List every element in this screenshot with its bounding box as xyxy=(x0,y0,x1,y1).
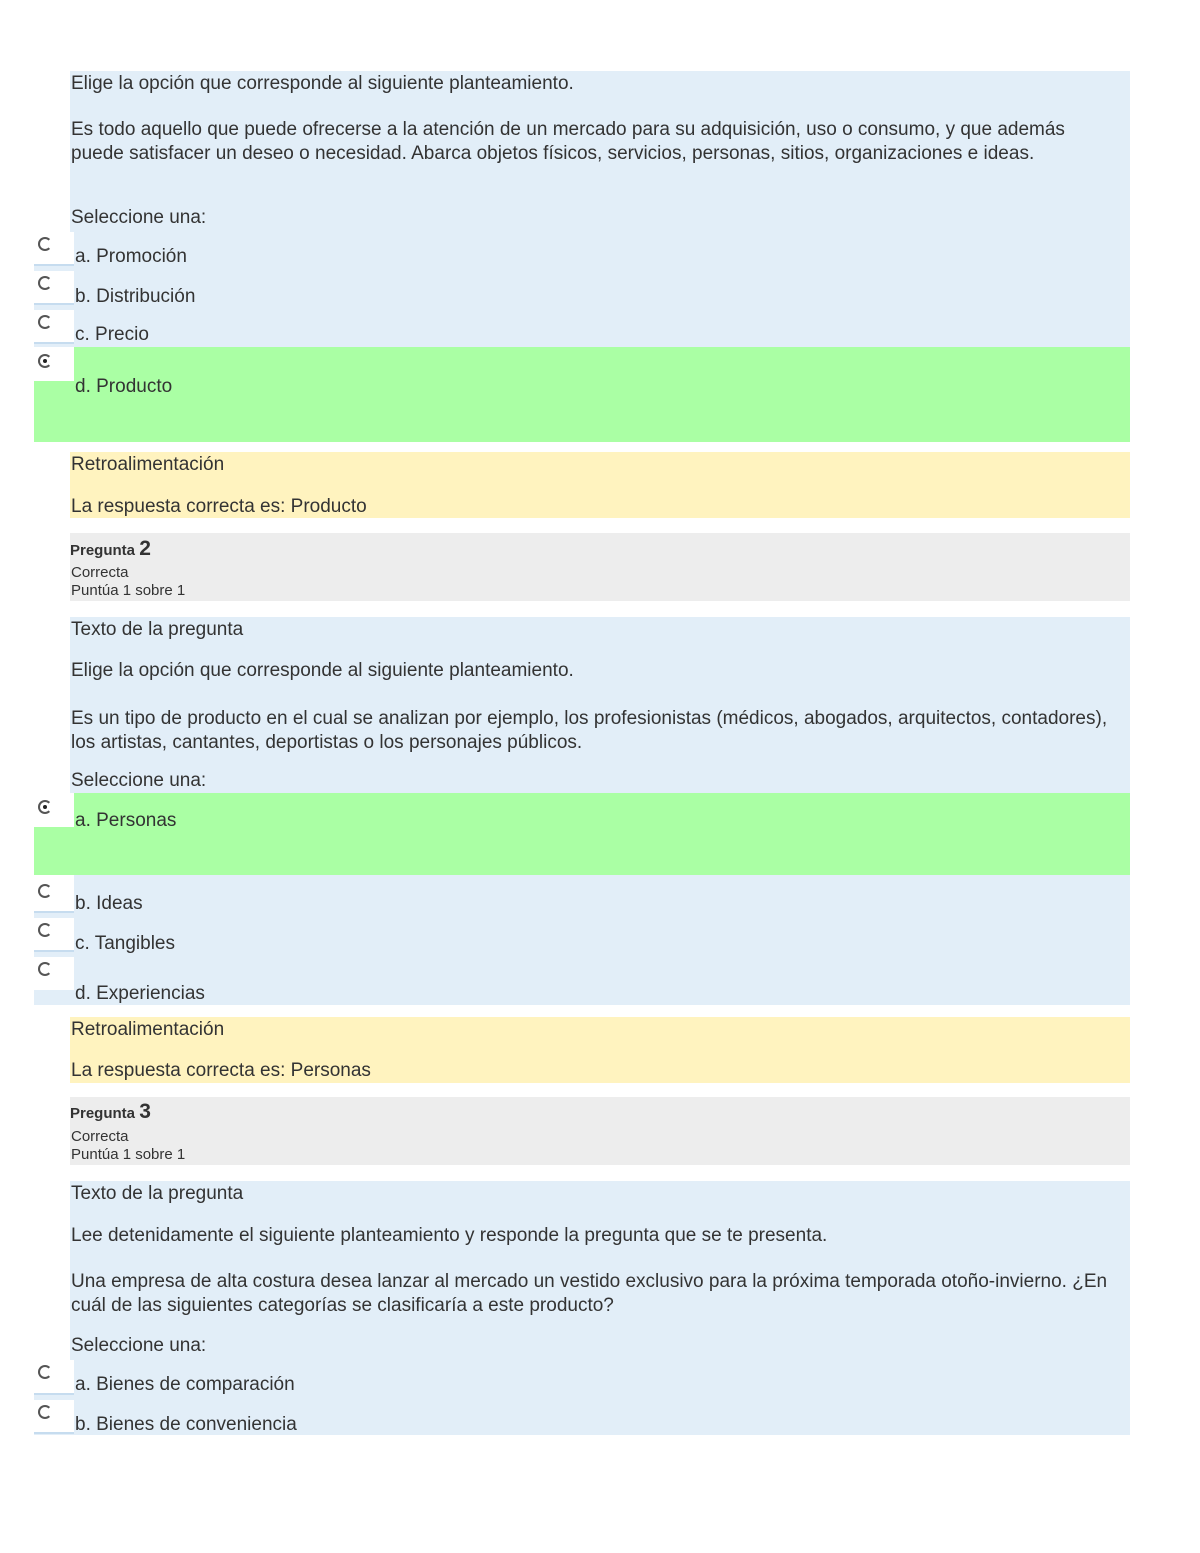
q1-body: Es todo aquello que puede ofrecerse a la atención de un mercado para su adquisición, uso o consumo, y que además puede satisfacer un deseo o necesidad. Abarca objetos físicos, servicios, personas, sitios, organizaciones e ideas. xyxy=(71,119,1065,164)
q1-option-b-label[interactable]: b. Distribución xyxy=(75,286,196,307)
q3-option-a-radio[interactable] xyxy=(38,1365,52,1379)
q3-text-heading: Texto de la pregunta xyxy=(71,1183,244,1204)
q1-option-d-label[interactable]: d. Producto xyxy=(75,376,173,397)
q2-option-a-correct-row xyxy=(34,793,1130,875)
q3-option-b-label[interactable]: b. Bienes de conveniencia xyxy=(75,1414,297,1435)
q2-text-heading: Texto de la pregunta xyxy=(71,619,244,640)
q1-content-panel xyxy=(70,71,1130,347)
q3-option-b-radio[interactable] xyxy=(38,1405,52,1419)
q2-option-c-label[interactable]: c. Tangibles xyxy=(75,933,175,954)
q3-number: 3 xyxy=(139,1100,151,1123)
q2-number: 2 xyxy=(139,537,151,560)
q1-feedback-title: Retroalimentación xyxy=(71,454,225,475)
q1-option-d-radio[interactable] xyxy=(38,354,52,368)
q3-number-heading xyxy=(70,1100,151,1124)
q2-option-d-radio[interactable] xyxy=(38,962,52,976)
q2-option-a-label[interactable]: a. Personas xyxy=(75,810,177,831)
q2-grade: Puntúa 1 sobre 1 xyxy=(71,582,186,599)
q2-option-b-radio[interactable] xyxy=(38,884,52,898)
q2-option-c-radio[interactable] xyxy=(38,923,52,937)
q2-info-box xyxy=(70,533,1130,601)
q2-feedback-text: La respuesta correcta es: Personas xyxy=(71,1060,371,1081)
q2-body: Es un tipo de producto en el cual se analizan por ejemplo, los profesionistas (médicos, abogados, arquitectos, contadores), los artistas, cantantes, deportistas o los personajes públicos. xyxy=(71,708,1108,753)
q2-state: Correcta xyxy=(71,564,129,581)
q1-feedback-text: La respuesta correcta es: Producto xyxy=(71,496,367,517)
q3-info-box xyxy=(70,1097,1130,1165)
q3-grade: Puntúa 1 sobre 1 xyxy=(71,1146,186,1163)
q2-option-d-label[interactable]: d. Experiencias xyxy=(75,983,205,1004)
q2-label: Pregunta xyxy=(70,542,136,559)
q3-body: Una empresa de alta costura desea lanzar al mercado un vestido exclusivo para la próxima temporada otoño-invierno. ¿En cuál de las siguientes categorías se clasificaría a este producto? xyxy=(71,1271,1108,1316)
q2-feedback-title: Retroalimentación xyxy=(71,1019,225,1040)
q1-instruction: Elige la opción que corresponde al siguiente planteamiento. xyxy=(71,73,574,94)
q3-label: Pregunta xyxy=(70,1105,136,1122)
q2-instruction: Elige la opción que corresponde al siguiente planteamiento. xyxy=(71,660,574,681)
q3-prompt: Seleccione una: xyxy=(71,1335,207,1356)
q2-number-heading xyxy=(70,537,151,561)
q1-option-d-correct-row xyxy=(34,347,1130,442)
q1-option-c-radio[interactable] xyxy=(38,315,52,329)
q2-prompt: Seleccione una: xyxy=(71,770,207,791)
q1-option-c-label[interactable]: c. Precio xyxy=(75,324,149,345)
q1-option-a-radio[interactable] xyxy=(38,237,52,251)
q1-prompt: Seleccione una: xyxy=(71,207,207,228)
q3-option-a-label[interactable]: a. Bienes de comparación xyxy=(75,1374,295,1395)
q2-option-b-label[interactable]: b. Ideas xyxy=(75,893,143,914)
q2-content-panel xyxy=(70,617,1130,793)
q3-state: Correcta xyxy=(71,1128,129,1145)
q1-option-b-radio[interactable] xyxy=(38,276,52,290)
q1-option-a-label[interactable]: a. Promoción xyxy=(75,246,187,267)
q3-instruction: Lee detenidamente el siguiente planteamiento y responde la pregunta que se te presenta. xyxy=(71,1225,828,1246)
q2-option-a-radio[interactable] xyxy=(38,800,52,814)
